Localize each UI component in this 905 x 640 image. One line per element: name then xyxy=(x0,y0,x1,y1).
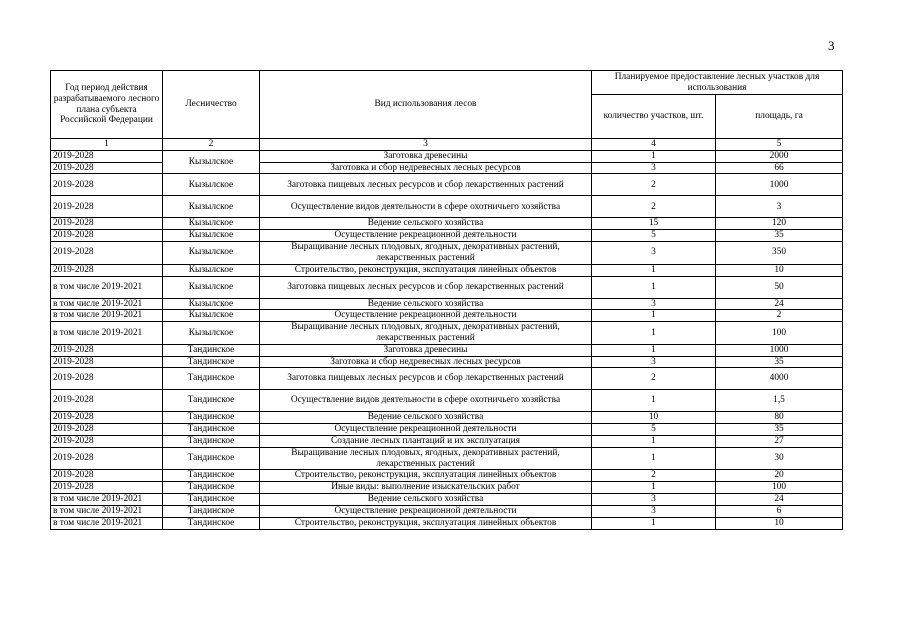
table-row xyxy=(51,494,843,506)
cell-area: 100 xyxy=(716,322,843,345)
table-row xyxy=(51,298,843,310)
cell-forestry: Кызылское xyxy=(163,230,260,242)
cell-count: 1 xyxy=(592,264,716,276)
cell-count: 3 xyxy=(592,162,716,174)
cell-forestry: Кызылское xyxy=(163,174,260,196)
cell-period: в том числе 2019-2021 xyxy=(51,322,163,345)
table-row xyxy=(51,368,843,390)
cell-forestry: Тандинское xyxy=(163,356,260,368)
table-row xyxy=(51,482,843,494)
cell-area: 2 xyxy=(716,310,843,322)
table-row xyxy=(51,470,843,482)
column-number: 2 xyxy=(163,139,260,151)
cell-use-type: Заготовка и сбор недревесных лесных ресурсов xyxy=(260,356,592,368)
table-row xyxy=(51,218,843,230)
cell-area: 30 xyxy=(716,447,843,470)
table-row xyxy=(51,174,843,196)
header-forestry: Лесничество xyxy=(163,71,260,139)
cell-use-type: Осуществление видов деятельности в сфере охотничьего хозяйства xyxy=(260,196,592,218)
cell-area: 66 xyxy=(716,162,843,174)
cell-forestry: Тандинское xyxy=(163,436,260,448)
cell-period: в том числе 2019-2021 xyxy=(51,517,163,529)
cell-forestry: Тандинское xyxy=(163,482,260,494)
cell-count: 1 xyxy=(592,447,716,470)
cell-count: 1 xyxy=(592,344,716,356)
cell-forestry: Тандинское xyxy=(163,368,260,390)
cell-area: 3 xyxy=(716,196,843,218)
cell-use-type: Ведение сельского хозяйства xyxy=(260,494,592,506)
table-row xyxy=(51,264,843,276)
table-row xyxy=(51,424,843,436)
cell-period: в том числе 2019-2021 xyxy=(51,310,163,322)
table-row xyxy=(51,150,843,162)
cell-count: 2 xyxy=(592,196,716,218)
cell-count: 3 xyxy=(592,298,716,310)
cell-area: 350 xyxy=(716,242,843,265)
cell-period: 2019-2028 xyxy=(51,356,163,368)
table-row xyxy=(51,436,843,448)
cell-period: в том числе 2019-2021 xyxy=(51,298,163,310)
cell-period: 2019-2028 xyxy=(51,436,163,448)
cell-period: 2019-2028 xyxy=(51,196,163,218)
cell-use-type: Выращивание лесных плодовых, ягодных, декоративных растений, лекарственных растений xyxy=(260,447,592,470)
cell-area: 100 xyxy=(716,482,843,494)
cell-area: 27 xyxy=(716,436,843,448)
cell-use-type: Осуществление рекреационной деятельности xyxy=(260,424,592,436)
cell-area: 10 xyxy=(716,264,843,276)
cell-count: 3 xyxy=(592,242,716,265)
cell-area: 1000 xyxy=(716,174,843,196)
cell-forestry: Тандинское xyxy=(163,505,260,517)
cell-area: 35 xyxy=(716,424,843,436)
cell-use-type: Осуществление видов деятельности в сфере охотничьего хозяйства xyxy=(260,390,592,412)
cell-use-type: Строительство, реконструкция, эксплуатация линейных объектов xyxy=(260,470,592,482)
table-row xyxy=(51,390,843,412)
cell-forestry: Тандинское xyxy=(163,344,260,356)
column-number-row xyxy=(51,139,843,151)
cell-period: 2019-2028 xyxy=(51,174,163,196)
cell-forestry: Кызылское xyxy=(163,276,260,298)
cell-forestry: Кызылское xyxy=(163,196,260,218)
cell-count: 10 xyxy=(592,412,716,424)
cell-period: 2019-2028 xyxy=(51,368,163,390)
cell-forestry: Кызылское xyxy=(163,298,260,310)
table-row xyxy=(51,310,843,322)
table-row xyxy=(51,322,843,345)
cell-use-type: Ведение сельского хозяйства xyxy=(260,298,592,310)
cell-use-type: Заготовка древесины xyxy=(260,150,592,162)
cell-use-type: Иные виды: выполнение изыскательских работ xyxy=(260,482,592,494)
cell-forestry: Кызылское xyxy=(163,322,260,345)
cell-period: 2019-2028 xyxy=(51,150,163,162)
cell-period: 2019-2028 xyxy=(51,344,163,356)
cell-forestry: Тандинское xyxy=(163,412,260,424)
column-number: 1 xyxy=(51,139,163,151)
cell-forestry: Тандинское xyxy=(163,424,260,436)
cell-use-type: Осуществление рекреационной деятельности xyxy=(260,505,592,517)
cell-area: 10 xyxy=(716,517,843,529)
cell-use-type: Заготовка древесины xyxy=(260,344,592,356)
cell-area: 1000 xyxy=(716,344,843,356)
cell-use-type: Строительство, реконструкция, эксплуатация линейных объектов xyxy=(260,264,592,276)
cell-use-type: Осуществление рекреационной деятельности xyxy=(260,230,592,242)
table-row xyxy=(51,447,843,470)
table-row xyxy=(51,276,843,298)
cell-period: 2019-2028 xyxy=(51,412,163,424)
cell-count: 1 xyxy=(592,276,716,298)
cell-period: 2019-2028 xyxy=(51,242,163,265)
cell-period: 2019-2028 xyxy=(51,390,163,412)
cell-count: 3 xyxy=(592,494,716,506)
column-number: 3 xyxy=(260,139,592,151)
cell-use-type: Заготовка и сбор недревесных лесных ресурсов xyxy=(260,162,592,174)
cell-period: 2019-2028 xyxy=(51,424,163,436)
cell-period: 2019-2028 xyxy=(51,447,163,470)
header-period: Год период действия разрабатываемого лесного плана субъекта Российской Федерации xyxy=(51,71,163,139)
cell-area: 120 xyxy=(716,218,843,230)
cell-use-type: Выращивание лесных плодовых, ягодных, декоративных растений, лекарственных растений xyxy=(260,322,592,345)
cell-forestry: Кызылское xyxy=(163,150,260,174)
cell-forestry: Тандинское xyxy=(163,390,260,412)
cell-area: 24 xyxy=(716,494,843,506)
cell-area: 2000 xyxy=(716,150,843,162)
cell-use-type: Заготовка пищевых лесных ресурсов и сбор лекарственных растений xyxy=(260,174,592,196)
cell-count: 2 xyxy=(592,174,716,196)
header-use-type: Вид использования лесов xyxy=(260,71,592,139)
cell-count: 1 xyxy=(592,390,716,412)
forest-plan-table xyxy=(50,70,843,530)
cell-count: 1 xyxy=(592,150,716,162)
cell-period: в том числе 2019-2021 xyxy=(51,505,163,517)
cell-count: 1 xyxy=(592,517,716,529)
cell-use-type: Строительство, реконструкция, эксплуатация линейных объектов xyxy=(260,517,592,529)
cell-use-type: Выращивание лесных плодовых, ягодных, декоративных растений, лекарственных растений xyxy=(260,242,592,265)
header-planned: Планируемое предоставление лесных участков для использования xyxy=(592,71,843,95)
cell-area: 6 xyxy=(716,505,843,517)
cell-area: 24 xyxy=(716,298,843,310)
cell-period: 2019-2028 xyxy=(51,230,163,242)
cell-use-type: Ведение сельского хозяйства xyxy=(260,412,592,424)
cell-area: 50 xyxy=(716,276,843,298)
cell-count: 3 xyxy=(592,505,716,517)
cell-count: 1 xyxy=(592,310,716,322)
cell-period: 2019-2028 xyxy=(51,482,163,494)
cell-area: 80 xyxy=(716,412,843,424)
table-row xyxy=(51,412,843,424)
cell-count: 15 xyxy=(592,218,716,230)
cell-period: в том числе 2019-2021 xyxy=(51,494,163,506)
cell-use-type: Заготовка пищевых лесных ресурсов и сбор лекарственных растений xyxy=(260,368,592,390)
cell-period: 2019-2028 xyxy=(51,470,163,482)
cell-count: 5 xyxy=(592,230,716,242)
cell-use-type: Осуществление рекреационной деятельности xyxy=(260,310,592,322)
cell-forestry: Тандинское xyxy=(163,447,260,470)
cell-forestry: Тандинское xyxy=(163,517,260,529)
header-area: площадь, га xyxy=(716,95,843,139)
cell-area: 35 xyxy=(716,356,843,368)
cell-forestry: Тандинское xyxy=(163,494,260,506)
cell-count: 2 xyxy=(592,368,716,390)
cell-count: 1 xyxy=(592,322,716,345)
table-row xyxy=(51,505,843,517)
cell-area: 20 xyxy=(716,470,843,482)
cell-period: 2019-2028 xyxy=(51,162,163,174)
cell-area: 1,5 xyxy=(716,390,843,412)
cell-forestry: Кызылское xyxy=(163,264,260,276)
cell-count: 1 xyxy=(592,436,716,448)
header-count: количество участков, шт. xyxy=(592,95,716,139)
cell-period: в том числе 2019-2021 xyxy=(51,276,163,298)
cell-area: 35 xyxy=(716,230,843,242)
table-row xyxy=(51,344,843,356)
page-number: 3 xyxy=(828,38,835,53)
cell-count: 3 xyxy=(592,356,716,368)
cell-period: 2019-2028 xyxy=(51,264,163,276)
column-number: 5 xyxy=(716,139,843,151)
cell-count: 2 xyxy=(592,470,716,482)
cell-count: 5 xyxy=(592,424,716,436)
cell-forestry: Кызылское xyxy=(163,218,260,230)
table-row xyxy=(51,196,843,218)
cell-use-type: Заготовка пищевых лесных ресурсов и сбор лекарственных растений xyxy=(260,276,592,298)
table-row xyxy=(51,230,843,242)
cell-use-type: Ведение сельского хозяйства xyxy=(260,218,592,230)
table-row xyxy=(51,356,843,368)
cell-area: 4000 xyxy=(716,368,843,390)
cell-forestry: Кызылское xyxy=(163,310,260,322)
cell-count: 1 xyxy=(592,482,716,494)
cell-use-type: Создание лесных плантаций и их эксплуатация xyxy=(260,436,592,448)
cell-forestry: Тандинское xyxy=(163,470,260,482)
column-number: 4 xyxy=(592,139,716,151)
table-row xyxy=(51,517,843,529)
table-row xyxy=(51,242,843,265)
cell-period: 2019-2028 xyxy=(51,218,163,230)
cell-forestry: Кызылское xyxy=(163,242,260,265)
